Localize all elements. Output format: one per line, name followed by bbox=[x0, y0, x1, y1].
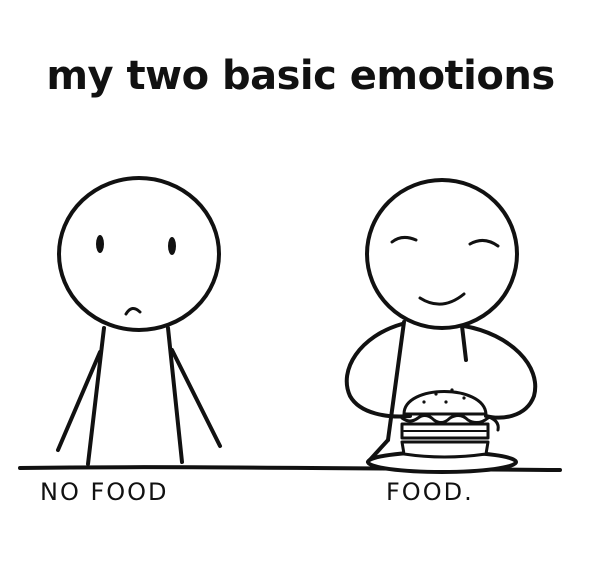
burger-lettuce bbox=[402, 415, 488, 422]
sad-mouth bbox=[126, 308, 140, 314]
happy-body-left bbox=[388, 322, 404, 440]
sad-right-eye bbox=[168, 237, 176, 255]
happy-left-eye bbox=[392, 237, 416, 242]
happy-figure bbox=[347, 180, 535, 462]
burger-bun-bottom bbox=[402, 442, 488, 457]
food-caption: FOOD. bbox=[386, 478, 474, 506]
comic-title: my two basic emotions bbox=[46, 53, 555, 99]
happy-body-right bbox=[462, 326, 466, 360]
burger-icon bbox=[402, 388, 498, 457]
sad-head bbox=[59, 178, 219, 330]
no-food-caption: NO FOOD bbox=[40, 478, 169, 506]
sad-body-left bbox=[88, 328, 104, 464]
sad-figure bbox=[58, 178, 220, 464]
happy-mouth bbox=[420, 294, 464, 304]
sad-body-right bbox=[168, 328, 182, 462]
sad-left-eye bbox=[96, 235, 104, 253]
happy-right-eye bbox=[470, 240, 498, 246]
happy-head bbox=[367, 180, 517, 328]
